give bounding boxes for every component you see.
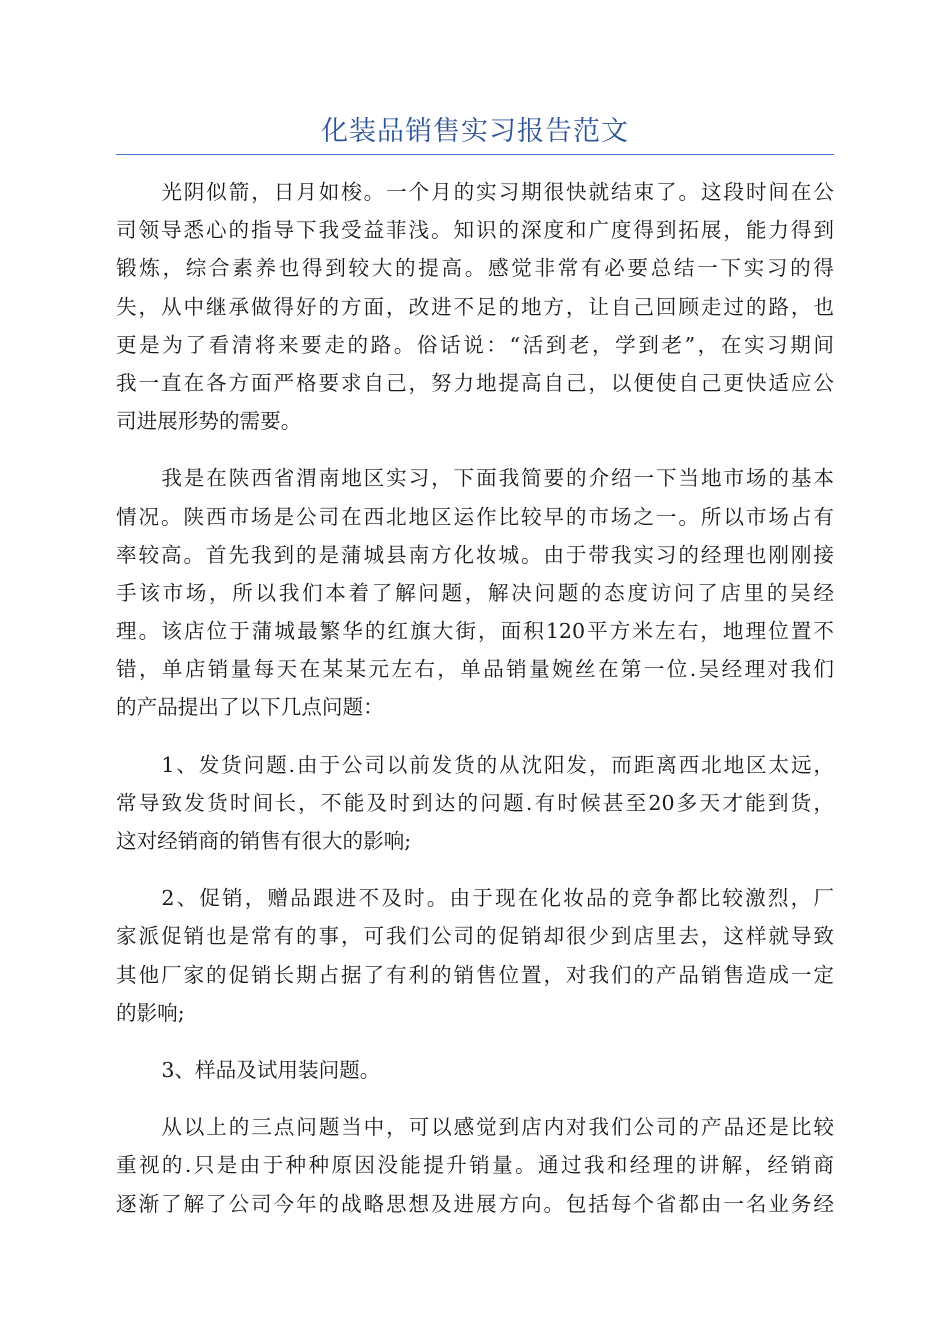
paragraph-line: 从以上的三点问题当中，可以感觉到店内对我们公司的产品还是比较	[161, 1115, 834, 1140]
paragraph-line: 错，单店销量每天在某某元左右，单品销量婉丝在第一位.吴经理对我们	[116, 657, 834, 682]
paragraph-line: 理。该店位于蒲城最繁华的红旗大街，面积120平方米左右，地理位置不	[116, 619, 834, 644]
paragraph-line: 重视的.只是由于种种原因没能提升销量。通过我和经理的讲解，经销商	[116, 1153, 834, 1178]
paragraph-line: 其他厂家的促销长期占据了有利的销售位置，对我们的产品销售造成一定	[116, 962, 834, 987]
paragraph-line: 手该市场，所以我们本着了解问题，解决问题的态度访问了店里的吴经	[116, 580, 834, 605]
paragraph-line: 的产品提出了以下几点问题：	[116, 695, 384, 720]
paragraph-line: 的影响;	[116, 1000, 185, 1025]
paragraph-line: 司进展形势的需要。	[116, 409, 302, 434]
paragraph-line: 司领导悉心的指导下我受益菲浅。知识的深度和广度得到拓展，能力得到	[116, 218, 834, 243]
paragraph-line: 光阴似箭，日月如梭。一个月的实习期很快就结束了。这段时间在公	[161, 180, 834, 204]
paragraph-intro	[116, 173, 834, 440]
document-title: 化装品销售实习报告范文	[321, 116, 629, 147]
paragraph-line: 情况。陕西市场是公司在西北地区运作比较早的市场之一。所以市场占有	[116, 504, 834, 529]
title-underline	[116, 154, 834, 155]
paragraph-line: 锻炼，综合素养也得到较大的提高。感觉非常有必要总结一下实习的得	[116, 256, 834, 281]
paragraph-line: 2、促销，赠品跟进不及时。由于现在化妆品的竞争都比较激烈，厂	[161, 886, 834, 911]
paragraph-line: 失，从中继承做得好的方面，改进不足的地方，让自己回顾走过的路，也	[116, 294, 834, 319]
paragraph-line: 逐渐了解了公司今年的战略思想及进展方向。包括每个省都由一名业务经	[116, 1191, 834, 1216]
paragraph-line: 常导致发货时间长，不能及时到达的问题.有时候甚至20多天才能到货，	[116, 790, 834, 815]
paragraph-line: 1、发货问题.由于公司以前发货的从沈阳发，而距离西北地区太远，	[161, 752, 834, 777]
paragraph-line: 我是在陕西省渭南地区实习，下面我简要的介绍一下当地市场的基本	[161, 466, 834, 491]
paragraph-issue-3	[116, 1051, 834, 1089]
paragraph-line: 家派促销也是常有的事，可我们公司的促销却很少到店里去，这样就导致	[116, 924, 834, 949]
document-body	[116, 173, 834, 1242]
paragraph-market	[116, 459, 834, 726]
paragraph-line: 3、样品及试用装问题。	[161, 1057, 381, 1082]
paragraph-line: 率较高。首先我到的是蒲城县南方化妆城。由于带我实习的经理也刚刚接	[116, 542, 834, 567]
paragraph-issue-1	[116, 746, 834, 861]
paragraph-line: 更是为了看清将来要走的路。俗话说：“活到老，学到老”，在实习期间	[116, 332, 834, 357]
paragraph-issue-2	[116, 879, 834, 1032]
paragraph-line: 这对经销商的销售有很大的影响;	[116, 829, 412, 853]
paragraph-conclusion	[116, 1108, 834, 1223]
paragraph-line: 我一直在各方面严格要求自己，努力地提高自己，以便使自己更快适应公	[116, 370, 834, 395]
